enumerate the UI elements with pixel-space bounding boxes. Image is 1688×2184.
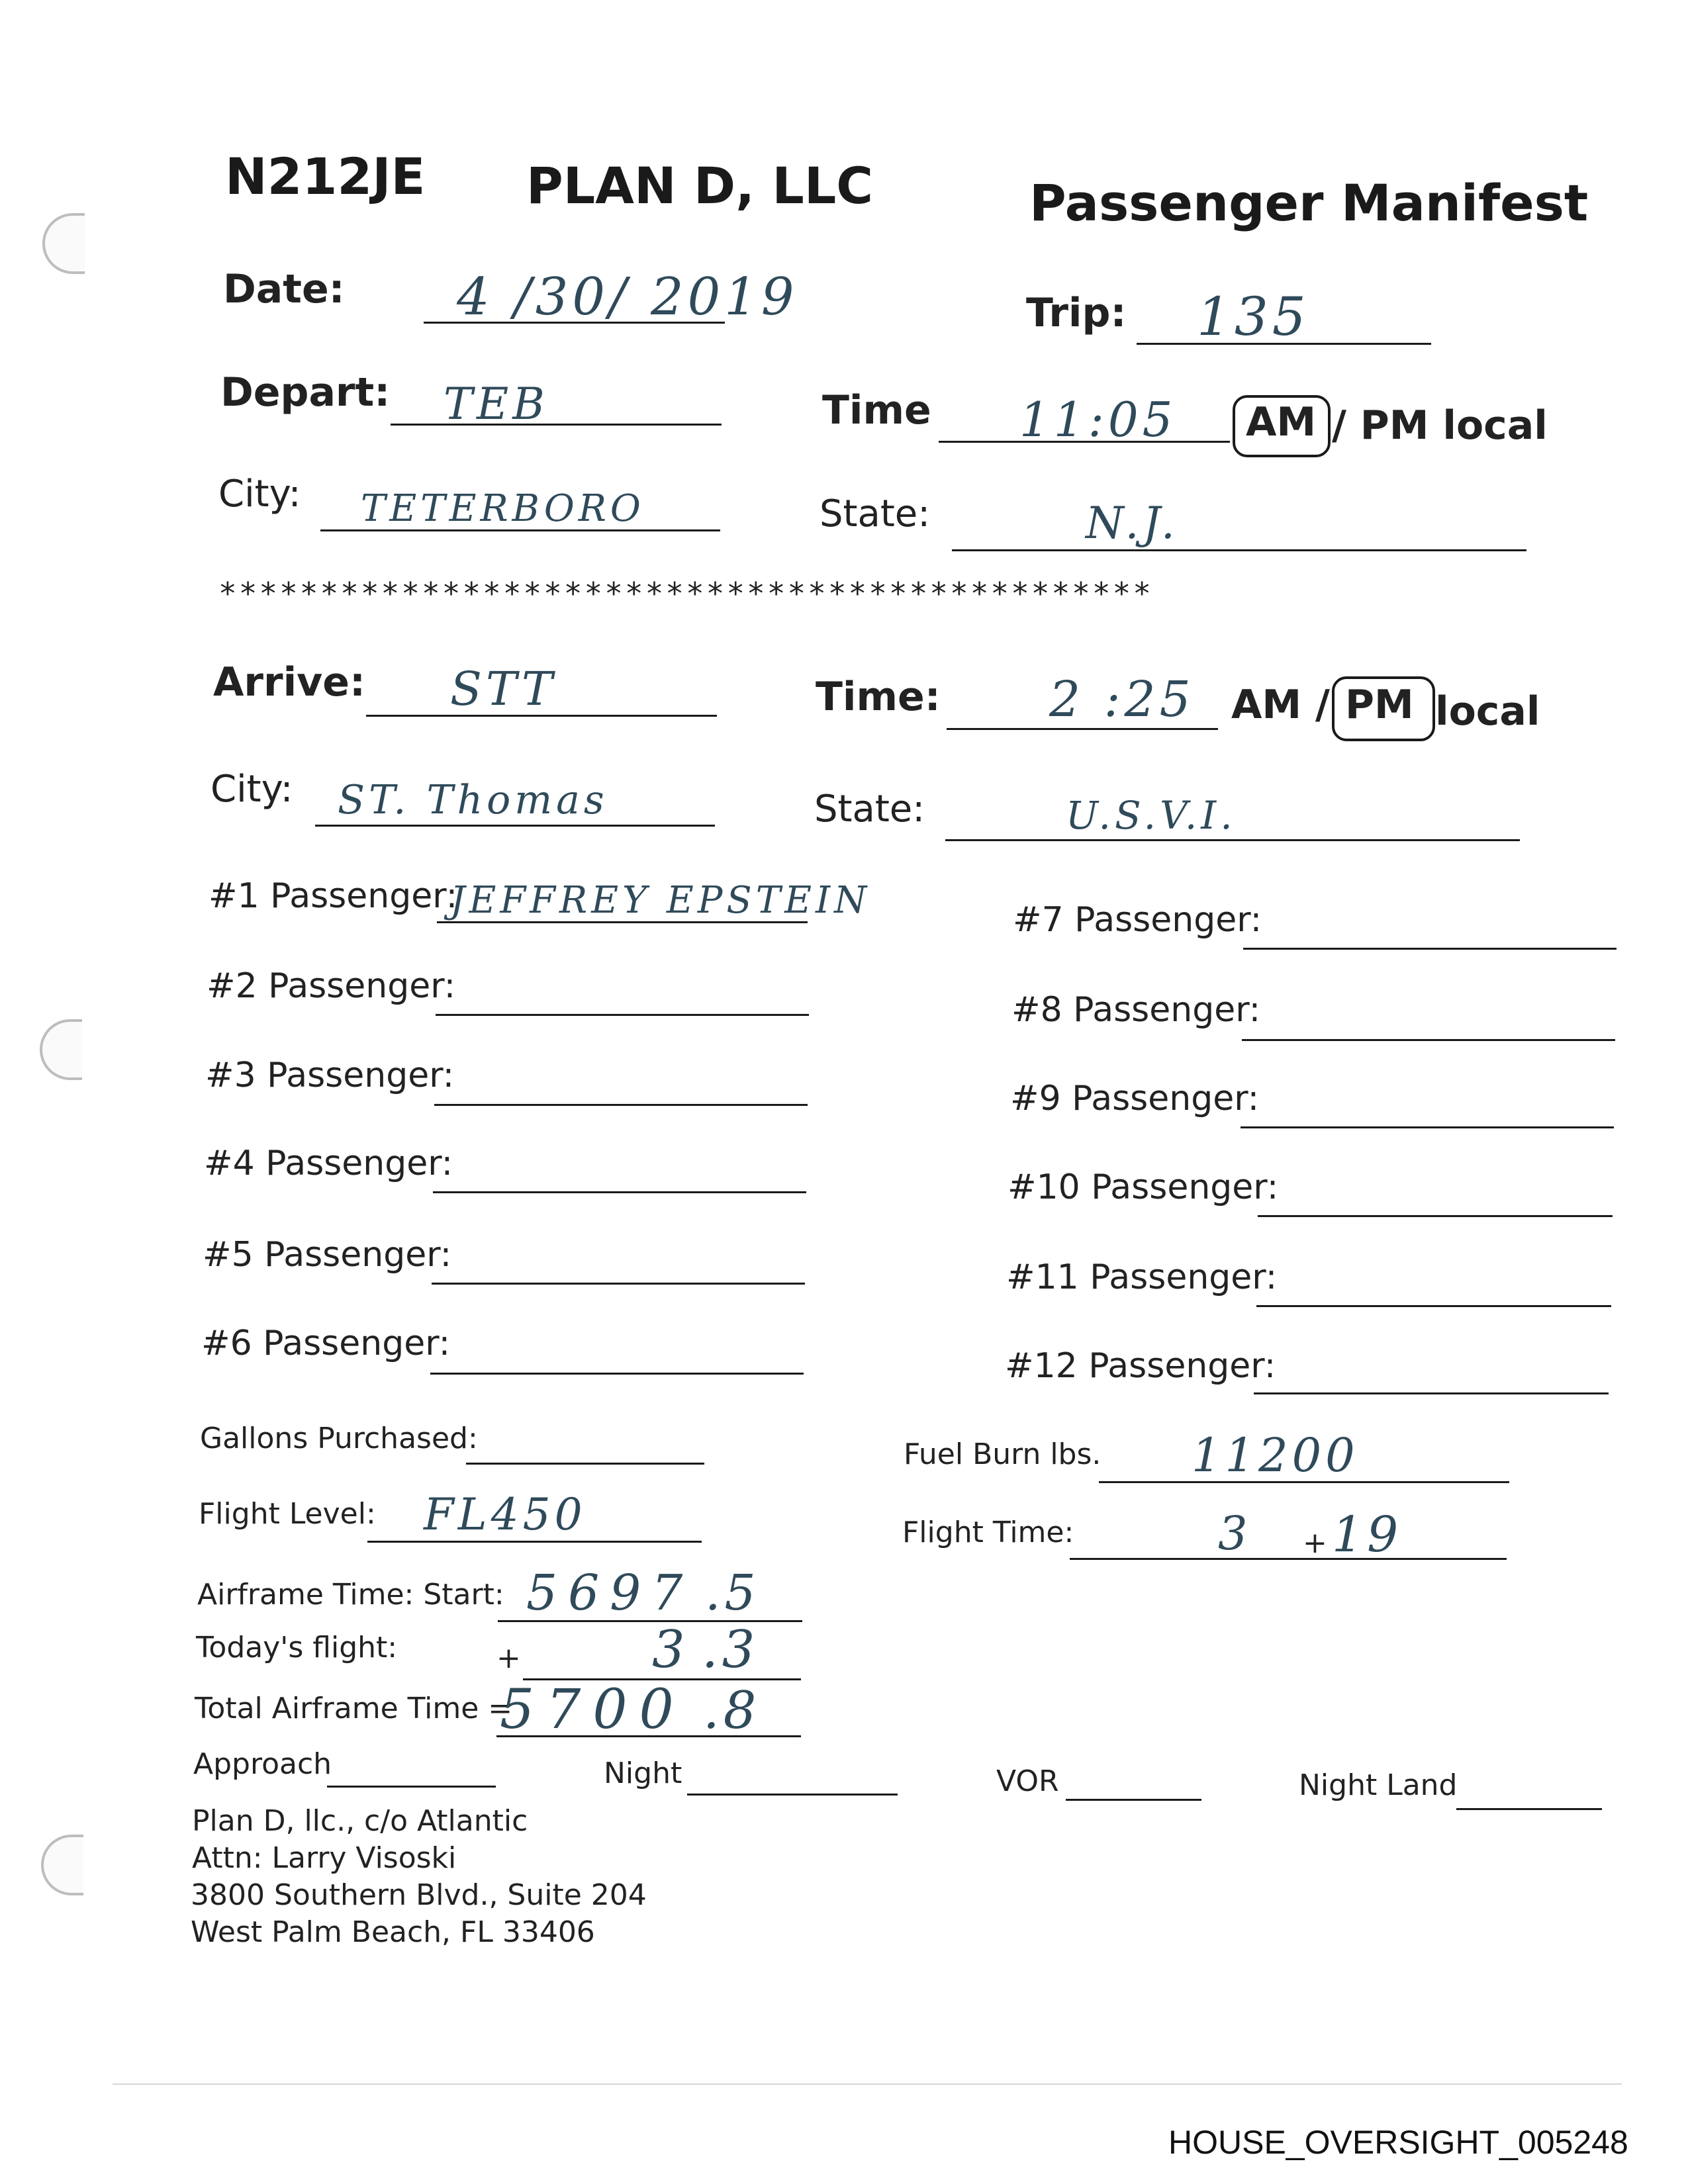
- today-flight-label: Today's flight:: [196, 1631, 398, 1664]
- gallons-line: [466, 1463, 704, 1465]
- arrive-local: local: [1435, 688, 1540, 735]
- passenger-6-label: #6 Passenger:: [201, 1324, 451, 1363]
- passenger-3-label: #3 Passenger:: [205, 1056, 455, 1095]
- vor-label: VOR: [996, 1764, 1059, 1798]
- binder-hole-bottom: [41, 1835, 83, 1895]
- approach-line: [327, 1786, 496, 1788]
- flight-level-label: Flight Level:: [199, 1497, 376, 1531]
- binder-hole-top: [42, 213, 85, 274]
- night-label: Night: [604, 1756, 682, 1790]
- passenger-11-label: #11 Passenger:: [1006, 1257, 1278, 1297]
- address-line-2: Attn: Larry Visoski: [192, 1841, 457, 1875]
- arrive-am: AM /: [1231, 682, 1330, 728]
- vor-line: [1066, 1799, 1201, 1801]
- depart-line: [391, 424, 722, 426]
- passenger-1-value: JEFFREY EPSTEIN: [450, 879, 871, 922]
- address-line-3: 3800 Southern Blvd., Suite 204: [191, 1878, 647, 1912]
- depart-time-label: Time: [822, 387, 931, 433]
- flight-level-line: [367, 1541, 702, 1543]
- today-flight-value: 3: [652, 1620, 689, 1680]
- depart-state-line: [952, 549, 1526, 551]
- arrive-state-label: State:: [814, 788, 925, 831]
- flight-time-line: [1070, 1558, 1507, 1560]
- passenger-5-label: #5 Passenger:: [203, 1235, 452, 1275]
- date-value: 4 /30/ 2019: [457, 267, 798, 327]
- night-land-label: Night Land: [1299, 1768, 1458, 1802]
- flight-time-plus: +: [1303, 1526, 1327, 1560]
- depart-state-value: N.J.: [1086, 498, 1179, 549]
- airframe-start-value: 5697: [526, 1565, 694, 1621]
- flight-time-hours: 3: [1218, 1506, 1252, 1561]
- tail-number: N212JE: [225, 147, 426, 206]
- passenger-8-line: [1242, 1039, 1615, 1041]
- page-title: Passenger Manifest: [1029, 173, 1589, 232]
- depart-label: Depart:: [220, 369, 391, 416]
- trip-value: 135: [1197, 286, 1310, 347]
- depart-value: TEB: [444, 379, 549, 430]
- arrive-state-value: U.S.V.I.: [1066, 793, 1237, 838]
- total-airframe-decimal: .8: [703, 1681, 761, 1741]
- passenger-1-label: #1 Passenger:: [209, 876, 458, 916]
- arrive-state-line: [945, 839, 1520, 841]
- arrive-time-line: [947, 728, 1218, 730]
- passenger-9-label: #9 Passenger:: [1010, 1079, 1260, 1118]
- address-line-4: West Palm Beach, FL 33406: [191, 1915, 595, 1949]
- arrive-time-label: Time:: [816, 674, 941, 720]
- fuel-burn-value: 11200: [1192, 1428, 1359, 1482]
- passenger-10-line: [1258, 1215, 1613, 1217]
- flight-time-minutes: 19: [1332, 1506, 1403, 1563]
- passenger-2-line: [436, 1014, 809, 1016]
- bottom-rule: [113, 2083, 1622, 2085]
- flight-time-label: Flight Time:: [902, 1516, 1074, 1549]
- depart-city-label: City:: [218, 473, 301, 516]
- passenger-10-label: #10 Passenger:: [1008, 1167, 1279, 1207]
- passenger-4-line: [433, 1191, 806, 1193]
- arrive-value: STT: [450, 662, 557, 716]
- binder-hole-middle: [40, 1019, 82, 1080]
- passenger-12-label: #12 Passenger:: [1005, 1346, 1276, 1386]
- arrive-time-value: 2 :25: [1049, 671, 1195, 728]
- passenger-9-line: [1241, 1126, 1614, 1128]
- night-line: [687, 1794, 898, 1796]
- depart-am: AM: [1246, 399, 1317, 445]
- approach-label: Approach: [193, 1747, 332, 1781]
- bates-number: HOUSE_OVERSIGHT_005248: [1168, 2124, 1628, 2161]
- passenger-6-line: [430, 1373, 804, 1375]
- passenger-2-label: #2 Passenger:: [207, 966, 456, 1006]
- passenger-7-line: [1243, 948, 1617, 950]
- company-name: PLAN D, LLC: [526, 156, 874, 215]
- today-flight-plus: +: [496, 1641, 521, 1675]
- depart-time-value: 11:05: [1019, 392, 1177, 447]
- depart-city-value: TETERBORO: [361, 487, 645, 530]
- arrive-label: Arrive:: [213, 659, 365, 705]
- fuel-burn-label: Fuel Burn lbs.: [904, 1437, 1102, 1471]
- passenger-4-label: #4 Passenger:: [204, 1144, 453, 1183]
- depart-state-label: State:: [820, 492, 931, 535]
- address-line-1: Plan D, llc., c/o Atlantic: [192, 1804, 528, 1838]
- separator-stars: **********************************************: [218, 576, 1153, 612]
- airframe-start-label: Airframe Time: Start:: [197, 1578, 504, 1612]
- passenger-12-line: [1254, 1392, 1609, 1394]
- total-airframe-value: 5700: [500, 1678, 686, 1741]
- arrive-pm: PM: [1345, 682, 1414, 728]
- gallons-label: Gallons Purchased:: [200, 1422, 478, 1455]
- arrive-city-label: City:: [211, 768, 293, 811]
- today-flight-decimal: .3: [702, 1620, 759, 1680]
- date-label: Date:: [223, 266, 345, 312]
- airframe-start-decimal: .5: [705, 1565, 760, 1621]
- arrive-city-value: ST. Thomas: [338, 777, 608, 823]
- passenger-8-label: #8 Passenger:: [1011, 990, 1261, 1030]
- total-airframe-label: Total Airframe Time =: [195, 1692, 513, 1725]
- depart-pm-local: / PM local: [1332, 402, 1548, 449]
- night-land-line: [1456, 1808, 1602, 1810]
- flight-level-value: FL450: [424, 1489, 586, 1540]
- passenger-5-line: [432, 1283, 805, 1285]
- passenger-3-line: [434, 1104, 808, 1106]
- passenger-7-label: #7 Passenger:: [1013, 900, 1262, 940]
- trip-label: Trip:: [1026, 290, 1127, 336]
- passenger-11-line: [1256, 1305, 1611, 1307]
- arrive-city-line: [315, 825, 715, 827]
